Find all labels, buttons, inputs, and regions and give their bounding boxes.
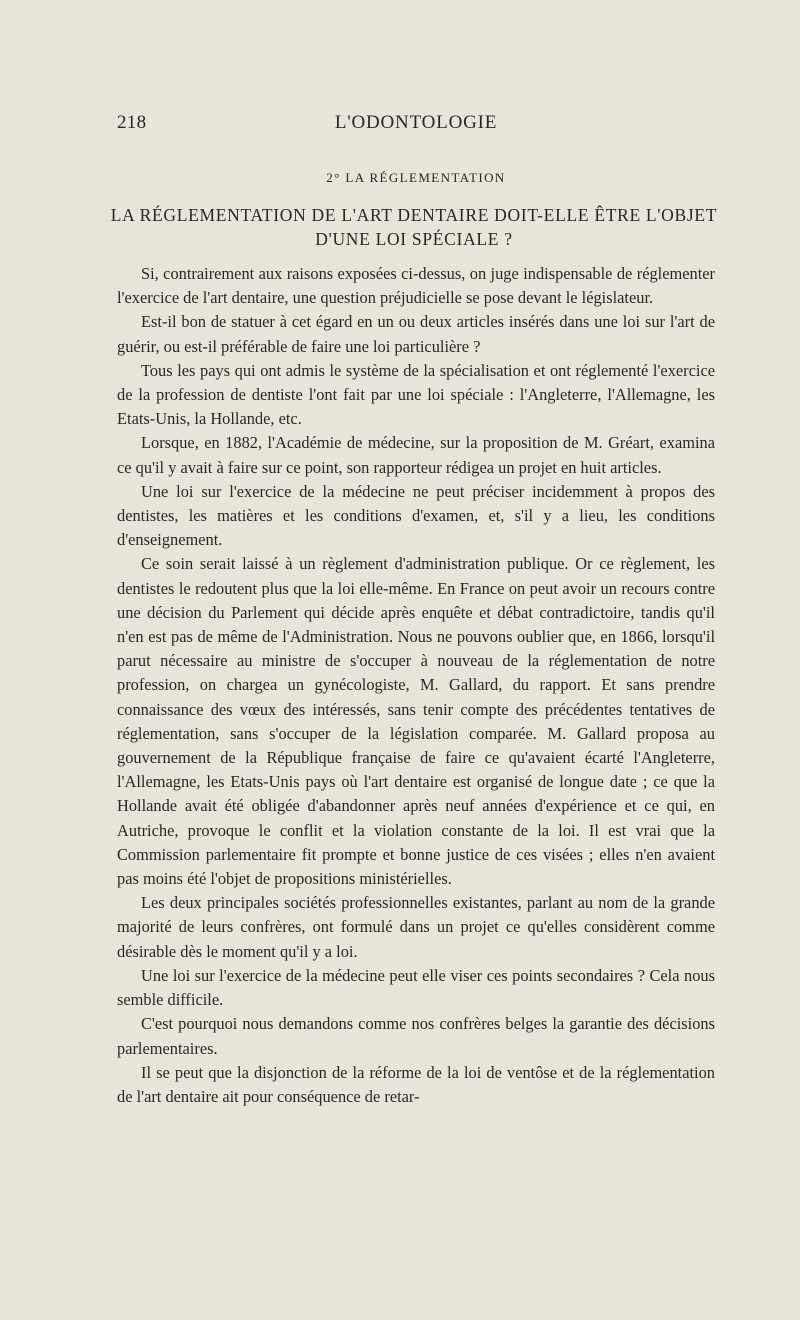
paragraph: C'est pourquoi nous demandons comme nos confrères belges la garantie des décisions parlementaires. [117,1014,715,1058]
running-title: L'ODONTOLOGIE [334,112,498,133]
paragraph: Les deux principales sociétés professionnelles existantes, parlant au nom de la grande majorité de leurs confrères, ont formulé dans un projet ce qu'elles considèrent comme désirable dès le moment qu'il y a loi. [117,893,715,961]
paragraph: Lorsque, en 1882, l'Académie de médecine, sur la proposition de M. Gréart, examina ce qu'il y avait à faire sur ce point, son rapporteur rédigea un projet en huit articles. [117,433,715,477]
paragraph: Ce soin serait laissé à un règlement d'administration publique. Or ce règlement, les dentistes le redoutent plus que la loi elle-même. En France on peut avoir un recours contre une décision du Parlement qui décide après enquête et débat contradictoire, tandis qu'il n'en est pas de même de l'Administration. Nous ne pouvons oublier que, en 1866, lorsqu'il parut nécessaire au ministre de s'occuper à nouveau de la réglementation de notre profession, on chargea un gynécologiste, M. Gallard, du rapport. Et sans prendre connaissance des vœux des intéressés, sans tenir compte des précédentes tentatives de réglementation, sans s'occuper de la législation comparée. M. Gallard proposa au gouvernement de la République française de faire ce qu'avaient écarté l'Angleterre, l'Allemagne, les Etats-Unis pays où l'art dentaire est organisé de longue date ; ce que la Hollande avait été obligée d'abandonner après neuf années d'expérience et ce qui, en Autriche, provoque le conflit et la violation constante de la loi. Il est vrai que la Commission parlementaire fit prompte et bonne justice de ces visées ; elles n'en avaient pas moins été l'objet de propositions ministérielles. [117,554,715,889]
section-heading: 2° LA RÉGLEMENTATION [326,170,506,185]
page-number: 218 [117,112,147,133]
paragraph: Si, contrairement aux raisons exposées ci-dessus, on juge indispensable de réglementer l'exercice de l'art dentaire, une question préjudicielle se pose devant le législateur. [117,264,715,308]
paragraph: Tous les pays qui ont admis le système de la spécialisation et ont réglementé l'exercice de la profession de dentiste l'ont fait par une loi spéciale : l'Angleterre, l'Allemagne, les Etats-Unis, la Hollande, etc. [117,360,715,429]
paragraph: Une loi sur l'exercice de la médecine ne peut préciser incidemment à propos des dentistes, les matières et les conditions d'examen, et, s'il y a lieu, les conditions d'enseignement. [117,481,715,550]
article-title: LA RÉGLEMENTATION DE L'ART DENTAIRE DOIT-ELLE ÊTRE L'OBJET D'UNE LOI SPÉCIALE ? [110,205,718,249]
page-header [117,112,715,142]
paragraph: Il se peut que la disjonction de la réforme de la loi de ventôse et de la réglementation de l'art dentaire ait pour conséquence de retar- [117,1062,715,1106]
paragraph: Est-il bon de statuer à cet égard en un ou deux articles insérés dans une loi sur l'art de guérir, ou est-il préférable de faire une loi particulière ? [117,312,715,356]
paragraph: Une loi sur l'exercice de la médecine peut elle viser ces points secondaires ? Cela nous semble difficile. [117,965,715,1010]
article-body [117,262,715,1109]
